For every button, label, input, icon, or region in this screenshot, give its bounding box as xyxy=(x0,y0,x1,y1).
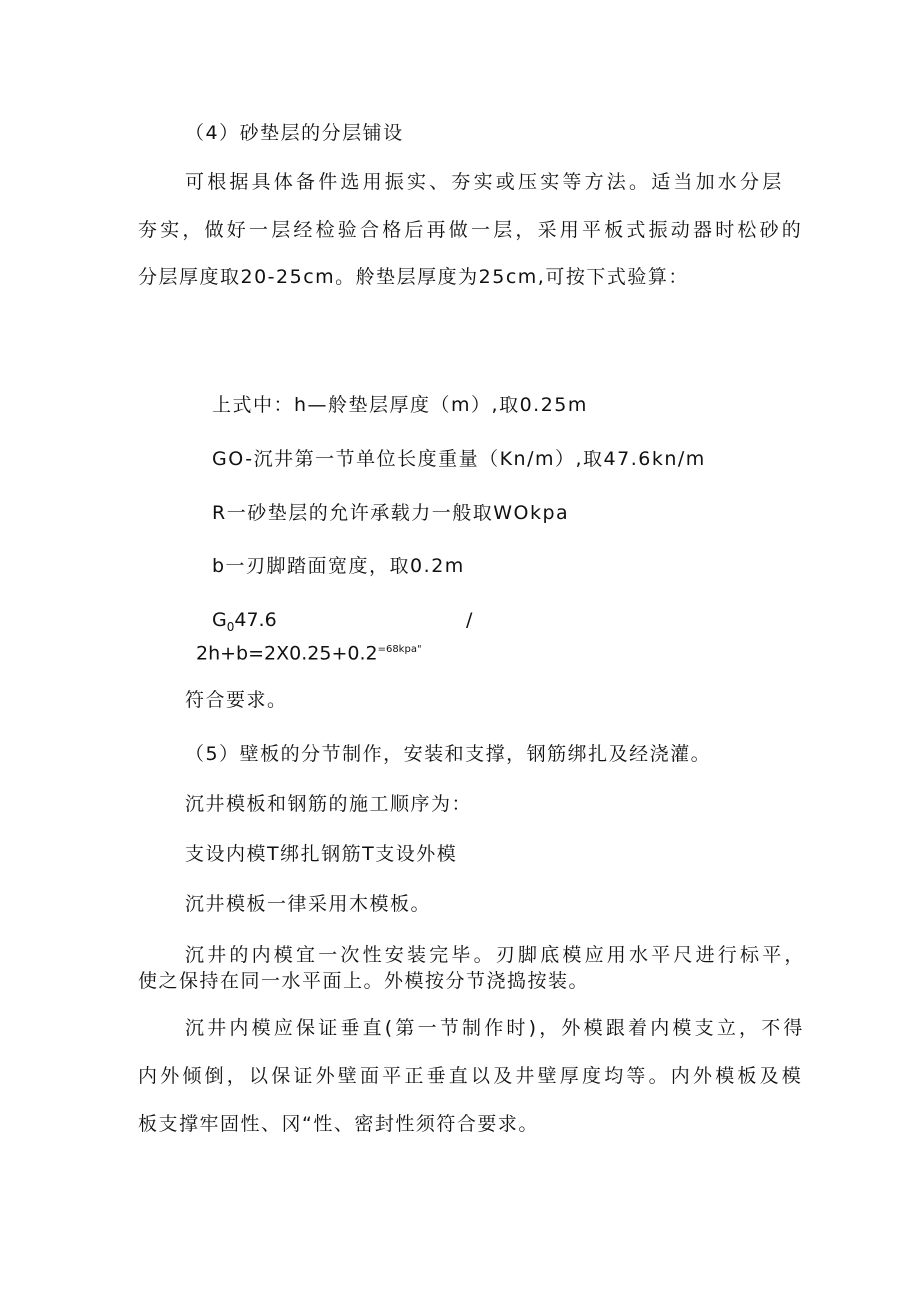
formula-numerator: $G_047.6$ xyxy=(212,609,277,634)
mould-text: 沉井模板一律采用木模板。 xyxy=(185,893,432,915)
para1-line2: 夯实，做好一层经检验合格后再做一层，采用平板式振动器时松砂的 xyxy=(138,219,805,241)
formula-slash: / xyxy=(466,609,473,631)
sequence-text: 支设内模T绑扎钢筋T支设外模 xyxy=(185,843,458,865)
para3-line2: 内外倾倒，以保证外壁面平正垂直以及井壁厚度均等。内外模板及模 xyxy=(138,1065,805,1087)
def-b: b一刃脚踏面宽度，取0.2m xyxy=(212,555,465,577)
para1-line3: 分层厚度取20-25cm。舲垫层厚度为25cm,可按下式验算： xyxy=(138,266,689,288)
para3-line1: 沉井内模应保证垂直(第一节制作时)，外模跟着内模支立，不得 xyxy=(185,1017,806,1039)
para1-line1: 可根据具体备件选用振实、夯实或压实等方法。适当加水分层 xyxy=(185,171,785,193)
para2-line2: 使之保持在同一水平面上。外模按分节浇捣按装。 xyxy=(138,970,590,992)
conform-text: 符合要求。 xyxy=(185,689,288,711)
def-g0: GO-沉井第一节单位长度重量（Kn∕m）,取47.6kn∕m xyxy=(212,448,706,470)
formula-denominator: $2h+b=2X0.25+0.2^{=68kpa"}$ xyxy=(196,642,422,665)
heading-4: （4）砂垫层的分层铺设 xyxy=(185,122,404,144)
para2-line1: 沉井的内模宜一次性安装完毕。刃脚底模应用水平尺进行标平， xyxy=(185,944,807,966)
heading-5: （5）壁板的分节制作，安装和支撑，钢筋绑扎及经浇灌。 xyxy=(185,743,712,765)
def-h: 上式中：h—舲垫层厚度（m）,取0.25m xyxy=(212,394,588,416)
sequence-intro: 沉井模板和钢筋的施工顺序为： xyxy=(185,793,473,815)
para3-line3: 板支撑牢固性、冈“性、密封性须符合要求。 xyxy=(138,1113,539,1135)
def-r: R一砂垫层的允许承载力一般取WOkpa xyxy=(212,502,570,524)
